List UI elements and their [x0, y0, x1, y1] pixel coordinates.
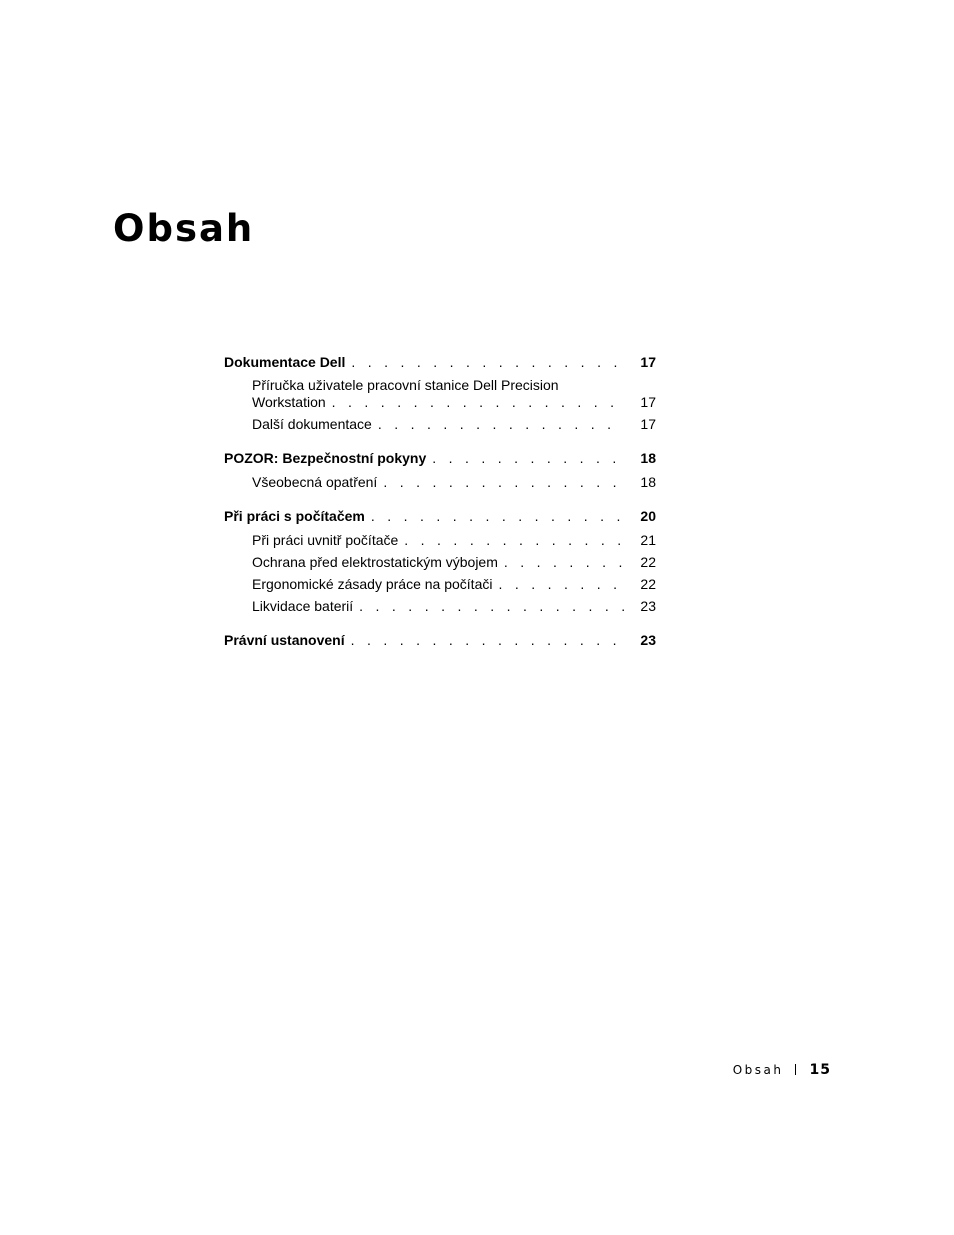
toc-leader-dots: [371, 508, 624, 525]
toc-page-number: 17: [640, 394, 656, 410]
toc-page-number: 23: [640, 632, 656, 648]
toc-entry-text: Při práci uvnitř počítače: [252, 532, 399, 548]
toc-leader-dots: [351, 354, 624, 371]
toc-page-number: 17: [640, 354, 656, 370]
toc-leader-dots: [351, 632, 624, 649]
toc-leader-dots: [432, 450, 624, 467]
table-of-contents: [224, 354, 656, 649]
toc-entry-text: Právní ustanovení: [224, 632, 345, 648]
toc-leader-dots: [378, 416, 624, 433]
toc-entry-ochrana-pred-elektrostatickym-vybojem[interactable]: [224, 554, 656, 571]
toc-page-number: 22: [640, 576, 656, 592]
toc-entry-text: Dokumentace Dell: [224, 354, 346, 370]
toc-leader-dots: [359, 598, 624, 615]
toc-entry-text: Workstation: [252, 394, 326, 410]
toc-page-number: 18: [640, 450, 656, 466]
toc-entry-dalsi-dokumentace[interactable]: [224, 416, 656, 433]
toc-entry-text: Při práci s počítačem: [224, 508, 365, 524]
toc-entry-text: POZOR: Bezpečnostní pokyny: [224, 450, 427, 466]
toc-entry-likvidace-baterii[interactable]: [224, 598, 656, 615]
page-title: Obsah: [113, 207, 255, 250]
toc-entry-pri-praci-uvnitr-pocitace[interactable]: [224, 532, 656, 549]
toc-page-number: 18: [640, 474, 656, 490]
toc-leader-dots: [404, 532, 624, 549]
toc-entry-pravni-ustanoveni[interactable]: [224, 632, 656, 649]
footer-page-number: 15: [809, 1062, 831, 1078]
toc-entry-ergonomicke-zasady[interactable]: [224, 576, 656, 593]
toc-entry-prirucka-uzivatele[interactable]: [224, 377, 656, 411]
toc-entry-vseobecna-opatreni[interactable]: [224, 474, 656, 491]
toc-leader-dots: [332, 394, 624, 411]
toc-entry-text-line1: Příručka uživatele pracovní stanice Dell Precision: [252, 377, 559, 393]
toc-leader-dots: [498, 576, 624, 593]
toc-entry-text: Ergonomické zásady práce na počítači: [252, 576, 493, 592]
footer-divider: [795, 1064, 796, 1075]
toc-entry-pozor-bezpecnostni-pokyny[interactable]: [224, 450, 656, 467]
toc-leader-dots: [504, 554, 624, 571]
toc-entry-text: Likvidace baterií: [252, 598, 354, 614]
toc-entry-text: Všeobecná opatření: [252, 474, 378, 490]
toc-page-number: 20: [640, 508, 656, 524]
toc-entry-text: Ochrana před elektrostatickým výbojem: [252, 554, 498, 570]
footer-section-label: Obsah: [732, 1063, 784, 1077]
page-footer: [733, 1062, 831, 1078]
toc-page-number: 23: [640, 598, 656, 614]
toc-page-number: 21: [640, 532, 656, 548]
toc-page-number: 22: [640, 554, 656, 570]
toc-page-number: 17: [640, 416, 656, 432]
toc-entry-pri-praci-s-pocitacem[interactable]: [224, 508, 656, 525]
toc-entry-dokumentace-dell[interactable]: [224, 354, 656, 371]
toc-leader-dots: [383, 474, 624, 491]
toc-entry-text: Další dokumentace: [252, 416, 372, 432]
